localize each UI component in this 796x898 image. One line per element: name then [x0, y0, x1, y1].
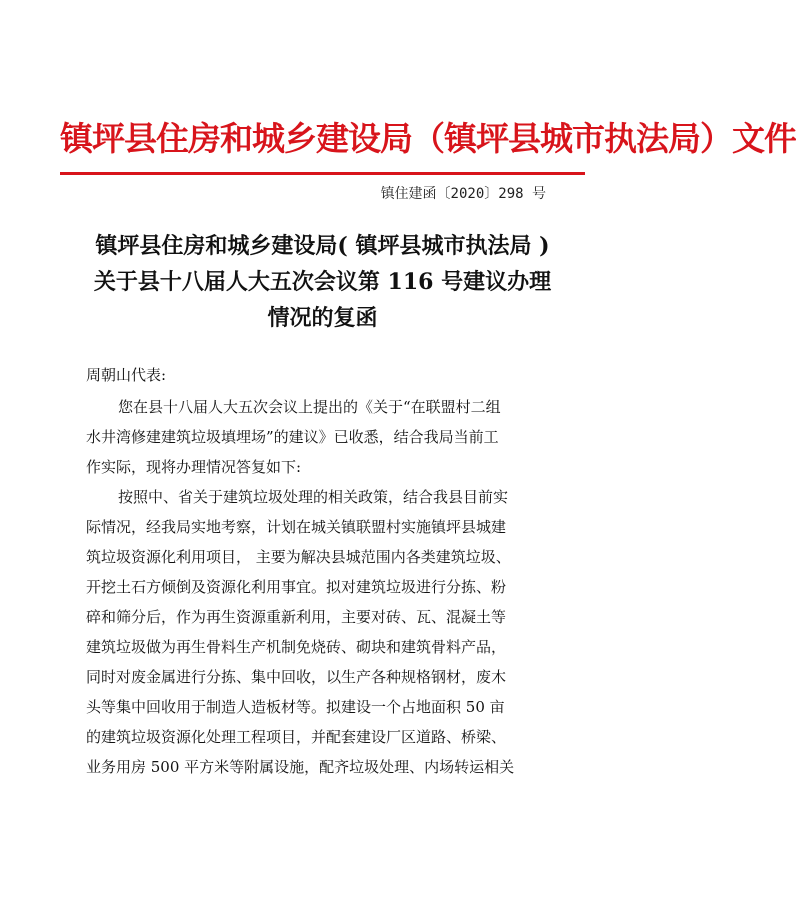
document-title [60, 228, 585, 336]
paragraph-line: 按照中、省关于建筑垃圾处理的相关政策，结合我县目前实 [118, 488, 509, 506]
salutation-text: 周朝山代表: [86, 366, 167, 384]
paragraph-line: 作实际，现将办理情况答复如下: [86, 458, 302, 476]
paragraph-line: 建筑垃圾做为再生骨料生产机制免烧砖、砌块和建筑骨料产品， [86, 638, 507, 656]
title-line: 关于县十八届人大五次会议第 116 号建议办理 [93, 269, 552, 295]
title-line: 镇坪县住房和城乡建设局( 镇坪县城市执法局 ) [95, 233, 550, 259]
paragraph-line: 开挖土石方倾倒及资源化利用事宜。拟对建筑垃圾进行分拣、粉 [86, 578, 507, 596]
red-divider-rule [60, 172, 585, 175]
paragraph-line: 同时对废金属进行分拣、集中回收，以生产各种规格钢材，废木 [86, 668, 507, 686]
document-number: 镇住建函〔2020〕298 号 [380, 186, 546, 202]
paragraph-line: 您在县十八届人大五次会议上提出的《关于“在联盟村二组 [118, 398, 501, 416]
masthead-title: 镇坪县住房和城乡建设局（镇坪县城市执法局）文件 [60, 119, 796, 158]
paragraph-line: 业务用房 500 平方米等附属设施，配齐垃圾处理、内场转运相关 [86, 758, 515, 776]
paragraph-line: 头等集中回收用于制造人造板材等。拟建设一个占地面积 50 亩 [86, 698, 505, 716]
salutation [86, 360, 546, 390]
paragraph-line: 水井湾修建建筑垃圾填埋场”的建议》已收悉，结合我局当前工 [86, 428, 499, 446]
paragraph-line: 筑垃圾资源化利用项目， 主要为解决县城范围内各类建筑垃圾、 [86, 548, 511, 566]
title-line: 情况的复函 [267, 305, 378, 331]
paragraph-line: 际情况，经我局实地考察，计划在城关镇联盟村实施镇坪县城建 [86, 518, 507, 536]
paragraph-2 [86, 482, 546, 782]
paragraph-line: 的建筑垃圾资源化处理工程项目，并配套建设厂区道路、桥梁、 [86, 728, 507, 746]
paragraph-1 [86, 392, 546, 482]
paragraph-line: 碎和筛分后，作为再生资源重新利用，主要对砖、瓦、混凝土等 [86, 608, 507, 626]
